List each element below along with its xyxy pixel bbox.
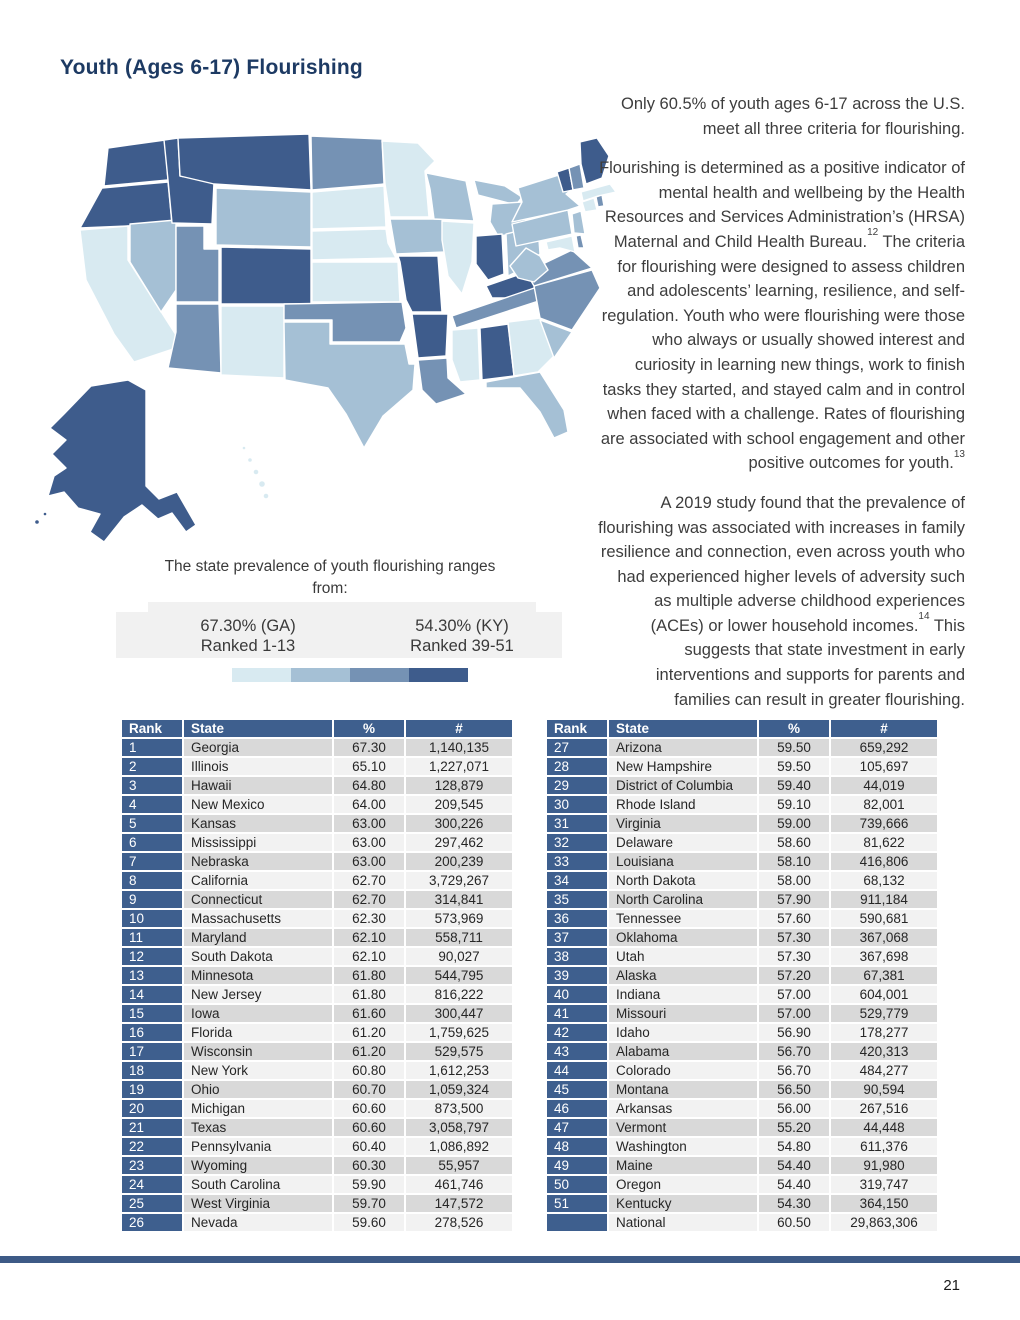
cell-pct: 54.30: [759, 1195, 829, 1212]
table-row: [122, 986, 512, 1003]
cell-state: Utah: [609, 948, 757, 965]
legend-max-rank: Ranked 1-13: [200, 636, 296, 655]
cell-state: Arizona: [609, 739, 757, 756]
table-row: [547, 758, 937, 775]
cell-pct: 57.30: [759, 948, 829, 965]
cell-pct: 60.30: [334, 1157, 404, 1174]
cell-pct: 61.20: [334, 1043, 404, 1060]
table-row: [122, 929, 512, 946]
cell-num: 816,222: [406, 986, 512, 1003]
cell-state: West Virginia: [184, 1195, 332, 1212]
cell-num: 55,957: [406, 1157, 512, 1174]
table-header-row: [547, 720, 937, 737]
table-row: [122, 834, 512, 851]
cell-state: North Carolina: [609, 891, 757, 908]
cell-rank: 17: [122, 1043, 182, 1060]
cell-pct: 59.60: [334, 1214, 404, 1231]
table-row: [547, 1176, 937, 1193]
cell-num: 82,001: [831, 796, 937, 813]
cell-state: California: [184, 872, 332, 889]
table-row: [547, 910, 937, 927]
cell-num: 297,462: [406, 834, 512, 851]
cell-state: Louisiana: [609, 853, 757, 870]
cell-state: Hawaii: [184, 777, 332, 794]
cell-state: Indiana: [609, 986, 757, 1003]
legend-swatch-tier2: [291, 668, 350, 682]
cell-num: 558,711: [406, 929, 512, 946]
cell-rank: 15: [122, 1005, 182, 1022]
cell-pct: 59.10: [759, 796, 829, 813]
table-row: [547, 1138, 937, 1155]
cell-state: Missouri: [609, 1005, 757, 1022]
cell-num: 1,759,625: [406, 1024, 512, 1041]
cell-pct: 55.20: [759, 1119, 829, 1136]
cell-num: 44,448: [831, 1119, 937, 1136]
table-row: [547, 1005, 937, 1022]
cell-state: Pennsylvania: [184, 1138, 332, 1155]
cell-pct: 57.90: [759, 891, 829, 908]
header-rank: Rank: [547, 720, 607, 737]
cell-rank: 49: [547, 1157, 607, 1174]
cell-pct: 60.60: [334, 1119, 404, 1136]
table-row: [122, 796, 512, 813]
cell-rank: 24: [122, 1176, 182, 1193]
cell-state: Oregon: [609, 1176, 757, 1193]
cell-state: Nevada: [184, 1214, 332, 1231]
cell-rank: 39: [547, 967, 607, 984]
table-row: [122, 1062, 512, 1079]
cell-num: 44,019: [831, 777, 937, 794]
table-row: [122, 815, 512, 832]
legend-min-stat: [382, 617, 542, 656]
cell-pct: 57.60: [759, 910, 829, 927]
cell-pct: 60.60: [334, 1100, 404, 1117]
table-row: [547, 1062, 937, 1079]
cell-num: 128,879: [406, 777, 512, 794]
legend-swatch-tier4: [409, 668, 468, 682]
header-rank: Rank: [122, 720, 182, 737]
cell-pct: 61.80: [334, 967, 404, 984]
map-legend-heading: [120, 556, 540, 600]
cell-pct: 61.20: [334, 1024, 404, 1041]
cell-state: Iowa: [184, 1005, 332, 1022]
cell-rank: 31: [547, 815, 607, 832]
cell-num: 911,184: [831, 891, 937, 908]
cell-rank: 23: [122, 1157, 182, 1174]
cell-rank: 50: [547, 1176, 607, 1193]
cell-state: Colorado: [609, 1062, 757, 1079]
table-row: [122, 910, 512, 927]
cell-rank: 10: [122, 910, 182, 927]
cell-rank: 21: [122, 1119, 182, 1136]
cell-rank: [547, 1214, 607, 1231]
legend-min-value: 54.30% (KY): [415, 617, 509, 635]
cell-pct: 63.00: [334, 834, 404, 851]
cell-pct: 60.80: [334, 1062, 404, 1079]
cell-num: 3,058,797: [406, 1119, 512, 1136]
cell-state: Florida: [184, 1024, 332, 1041]
cell-pct: 62.70: [334, 891, 404, 908]
table-row: [122, 1138, 512, 1155]
cell-rank: 36: [547, 910, 607, 927]
cell-rank: 48: [547, 1138, 607, 1155]
cell-pct: 57.30: [759, 929, 829, 946]
table-row: [547, 1043, 937, 1060]
cell-rank: 32: [547, 834, 607, 851]
table-row: [122, 891, 512, 908]
table-row: [122, 1043, 512, 1060]
legend-swatch-tier1: [232, 668, 291, 682]
header-percent: %: [334, 720, 404, 737]
table-row: [547, 1100, 937, 1117]
table-row: [547, 815, 937, 832]
cell-num: 29,863,306: [831, 1214, 937, 1231]
footer-divider-bar: [0, 1256, 1020, 1263]
cell-state: New Mexico: [184, 796, 332, 813]
cell-rank: 34: [547, 872, 607, 889]
cell-rank: 18: [122, 1062, 182, 1079]
cell-state: Washington: [609, 1138, 757, 1155]
cell-pct: 56.70: [759, 1043, 829, 1060]
cell-state: Texas: [184, 1119, 332, 1136]
table-row: [122, 739, 512, 756]
cell-num: 91,980: [831, 1157, 937, 1174]
page-number: 21: [943, 1277, 960, 1294]
cell-state: District of Columbia: [609, 777, 757, 794]
table-row: [122, 1081, 512, 1098]
cell-rank: 9: [122, 891, 182, 908]
cell-rank: 35: [547, 891, 607, 908]
cell-rank: 7: [122, 853, 182, 870]
cell-state: Tennessee: [609, 910, 757, 927]
cell-state: National: [609, 1214, 757, 1231]
table-row: [122, 1176, 512, 1193]
cell-state: Minnesota: [184, 967, 332, 984]
ranking-table-right: [545, 718, 939, 1233]
legend-max-value: 67.30% (GA): [200, 617, 296, 635]
cell-rank: 47: [547, 1119, 607, 1136]
page-title: Youth (Ages 6-17) Flourishing: [60, 56, 363, 79]
cell-num: 1,140,135: [406, 739, 512, 756]
table-row: [122, 872, 512, 889]
cell-state: North Dakota: [609, 872, 757, 889]
cell-rank: 12: [122, 948, 182, 965]
table-row: [547, 1195, 937, 1212]
cell-num: 461,746: [406, 1176, 512, 1193]
table-row: [547, 986, 937, 1003]
cell-rank: 28: [547, 758, 607, 775]
table-row: [547, 853, 937, 870]
cell-state: South Dakota: [184, 948, 332, 965]
cell-num: 3,729,267: [406, 872, 512, 889]
cell-state: South Carolina: [184, 1176, 332, 1193]
cell-state: Nebraska: [184, 853, 332, 870]
cell-state: Georgia: [184, 739, 332, 756]
intro-text-column: [597, 92, 965, 727]
header-percent: %: [759, 720, 829, 737]
table-row: [547, 1119, 937, 1136]
cell-rank: 4: [122, 796, 182, 813]
cell-pct: 60.40: [334, 1138, 404, 1155]
cell-rank: 33: [547, 853, 607, 870]
cell-num: 659,292: [831, 739, 937, 756]
table-row: [547, 796, 937, 813]
cell-num: 604,001: [831, 986, 937, 1003]
cell-num: 873,500: [406, 1100, 512, 1117]
table-row: [547, 777, 937, 794]
cell-num: 367,698: [831, 948, 937, 965]
cell-pct: 61.60: [334, 1005, 404, 1022]
map-states: [35, 134, 617, 542]
table-row: [547, 891, 937, 908]
cell-pct: 63.00: [334, 815, 404, 832]
cell-num: 364,150: [831, 1195, 937, 1212]
table-row: [122, 1024, 512, 1041]
cell-rank: 20: [122, 1100, 182, 1117]
cell-num: 1,612,253: [406, 1062, 512, 1079]
map-legend-heading-line2: from:: [312, 580, 348, 597]
cell-num: 209,545: [406, 796, 512, 813]
cell-state: Vermont: [609, 1119, 757, 1136]
cell-rank: 40: [547, 986, 607, 1003]
cell-state: Oklahoma: [609, 929, 757, 946]
table-row: [547, 1024, 937, 1041]
cell-num: 1,059,324: [406, 1081, 512, 1098]
table-row: [547, 872, 937, 889]
cell-pct: 61.80: [334, 986, 404, 1003]
cell-num: 590,681: [831, 910, 937, 927]
cell-state: Michigan: [184, 1100, 332, 1117]
cell-rank: 2: [122, 758, 182, 775]
cell-pct: 62.30: [334, 910, 404, 927]
legend-color-scale: [232, 668, 468, 682]
table-row: [122, 1005, 512, 1022]
cell-rank: 37: [547, 929, 607, 946]
table-row: [547, 967, 937, 984]
cell-num: 67,381: [831, 967, 937, 984]
cell-state: Illinois: [184, 758, 332, 775]
cell-pct: 62.10: [334, 929, 404, 946]
cell-state: Maryland: [184, 929, 332, 946]
cell-state: Kansas: [184, 815, 332, 832]
header-count: #: [831, 720, 937, 737]
cell-num: 314,841: [406, 891, 512, 908]
cell-num: 90,027: [406, 948, 512, 965]
us-choropleth-map: [28, 116, 620, 552]
table-row: [122, 1157, 512, 1174]
cell-state: Virginia: [609, 815, 757, 832]
cell-state: Mississippi: [184, 834, 332, 851]
cell-num: 68,132: [831, 872, 937, 889]
cell-pct: 58.00: [759, 872, 829, 889]
cell-pct: 65.10: [334, 758, 404, 775]
cell-num: 178,277: [831, 1024, 937, 1041]
cell-pct: 54.40: [759, 1157, 829, 1174]
cell-num: 367,068: [831, 929, 937, 946]
cell-num: 529,779: [831, 1005, 937, 1022]
intro-paragraph-3: A 2019 study found that the prevalence of flourishing was associated with increases in family resilience and connection, even across youth who had experienced higher levels of adversity such as multiple adverse childhood experiences (ACEs) or lower household incomes.$^{14}$ This suggests that state investment in early interventions and supports for parents and families can result in greater flourishing.: [598, 493, 965, 709]
cell-state: Rhode Island: [609, 796, 757, 813]
cell-state: Maine: [609, 1157, 757, 1174]
cell-rank: 46: [547, 1100, 607, 1117]
cell-rank: 51: [547, 1195, 607, 1212]
intro-paragraph-1: Only 60.5% of youth ages 6-17 across the U.S. meet all three criteria for flourishing.: [621, 95, 965, 138]
cell-state: Alaska: [609, 967, 757, 984]
cell-num: 200,239: [406, 853, 512, 870]
cell-num: 611,376: [831, 1138, 937, 1155]
cell-pct: 54.40: [759, 1176, 829, 1193]
cell-pct: 60.50: [759, 1214, 829, 1231]
cell-rank: 1: [122, 739, 182, 756]
cell-pct: 58.60: [759, 834, 829, 851]
cell-rank: 38: [547, 948, 607, 965]
table-row: [122, 1214, 512, 1231]
cell-num: 529,575: [406, 1043, 512, 1060]
legend-swatch-tier3: [350, 668, 409, 682]
cell-pct: 59.40: [759, 777, 829, 794]
table-row: [122, 853, 512, 870]
cell-pct: 67.30: [334, 739, 404, 756]
cell-pct: 60.70: [334, 1081, 404, 1098]
cell-rank: 30: [547, 796, 607, 813]
cell-rank: 22: [122, 1138, 182, 1155]
cell-state: Alabama: [609, 1043, 757, 1060]
header-count: #: [406, 720, 512, 737]
table-row: [122, 1100, 512, 1117]
cell-pct: 63.00: [334, 853, 404, 870]
cell-rank: 43: [547, 1043, 607, 1060]
table-row: [547, 834, 937, 851]
cell-pct: 56.70: [759, 1062, 829, 1079]
cell-num: 484,277: [831, 1062, 937, 1079]
cell-pct: 57.00: [759, 986, 829, 1003]
cell-rank: 41: [547, 1005, 607, 1022]
cell-rank: 5: [122, 815, 182, 832]
footnote-ref: 13: [953, 448, 965, 460]
cell-pct: 62.10: [334, 948, 404, 965]
table-row: [547, 1157, 937, 1174]
cell-rank: 16: [122, 1024, 182, 1041]
cell-pct: 59.00: [759, 815, 829, 832]
cell-rank: 44: [547, 1062, 607, 1079]
cell-num: 81,622: [831, 834, 937, 851]
cell-num: 573,969: [406, 910, 512, 927]
cell-pct: 64.00: [334, 796, 404, 813]
table-row: [547, 948, 937, 965]
cell-rank: 19: [122, 1081, 182, 1098]
table-row: [122, 1195, 512, 1212]
cell-pct: 57.20: [759, 967, 829, 984]
cell-pct: 56.90: [759, 1024, 829, 1041]
ranking-table-left: [120, 718, 514, 1233]
cell-num: 416,806: [831, 853, 937, 870]
cell-pct: 58.10: [759, 853, 829, 870]
cell-rank: 8: [122, 872, 182, 889]
cell-state: New Jersey: [184, 986, 332, 1003]
table-row: [122, 777, 512, 794]
table-row: [122, 967, 512, 984]
cell-rank: 11: [122, 929, 182, 946]
header-state: State: [609, 720, 757, 737]
cell-num: 300,447: [406, 1005, 512, 1022]
cell-num: 147,572: [406, 1195, 512, 1212]
legend-min-rank: Ranked 39-51: [410, 636, 514, 655]
cell-state: Idaho: [609, 1024, 757, 1041]
cell-state: Wisconsin: [184, 1043, 332, 1060]
cell-state: Massachusetts: [184, 910, 332, 927]
cell-rank: 26: [122, 1214, 182, 1231]
cell-num: 300,226: [406, 815, 512, 832]
cell-num: 90,594: [831, 1081, 937, 1098]
cell-state: Montana: [609, 1081, 757, 1098]
map-legend-heading-line1: The state prevalence of youth flourishing ranges: [164, 558, 496, 575]
cell-state: Delaware: [609, 834, 757, 851]
table-row: [547, 929, 937, 946]
cell-state: New York: [184, 1062, 332, 1079]
cell-rank: 25: [122, 1195, 182, 1212]
footnote-ref: 14: [918, 611, 930, 623]
cell-pct: 56.00: [759, 1100, 829, 1117]
cell-pct: 59.70: [334, 1195, 404, 1212]
cell-pct: 54.80: [759, 1138, 829, 1155]
table-row: [122, 1119, 512, 1136]
table-row: [547, 739, 937, 756]
cell-rank: 13: [122, 967, 182, 984]
table-row: [547, 1081, 937, 1098]
table-row: [547, 1214, 937, 1231]
table-header-row: [122, 720, 512, 737]
cell-num: 1,086,892: [406, 1138, 512, 1155]
cell-pct: 59.90: [334, 1176, 404, 1193]
cell-num: 319,747: [831, 1176, 937, 1193]
cell-rank: 14: [122, 986, 182, 1003]
cell-state: New Hampshire: [609, 758, 757, 775]
us-map-svg: [28, 116, 620, 552]
cell-rank: 42: [547, 1024, 607, 1041]
cell-pct: 59.50: [759, 739, 829, 756]
cell-rank: 3: [122, 777, 182, 794]
cell-rank: 6: [122, 834, 182, 851]
cell-pct: 57.00: [759, 1005, 829, 1022]
cell-rank: 27: [547, 739, 607, 756]
intro-paragraph-2: Flourishing is determined as a positive indicator of mental health and wellbeing by the Health Resources and Services Administration’s (HRSA) Maternal and Child Health Bureau.$^{12}$ The criteria for flourishing were designed to assess children and adolescents’ learning, resilience, and self-regulation. Youth who were flourishing were those who always or usually showed interest and curiosity in learning new things, work to finish tasks they started, and stayed calm and in control when faced with a challenge. Rates of flourishing are associated with school engagement and other positive outcomes for youth.$^{13}$: [599, 159, 965, 473]
footnote-ref: 12: [867, 227, 879, 239]
legend-max-stat: [168, 617, 328, 656]
cell-state: Wyoming: [184, 1157, 332, 1174]
cell-pct: 59.50: [759, 758, 829, 775]
cell-num: 105,697: [831, 758, 937, 775]
cell-state: Kentucky: [609, 1195, 757, 1212]
cell-num: 267,516: [831, 1100, 937, 1117]
table-row: [122, 758, 512, 775]
cell-num: 278,526: [406, 1214, 512, 1231]
cell-num: 739,666: [831, 815, 937, 832]
cell-rank: 45: [547, 1081, 607, 1098]
cell-pct: 56.50: [759, 1081, 829, 1098]
cell-pct: 62.70: [334, 872, 404, 889]
cell-num: 1,227,071: [406, 758, 512, 775]
cell-pct: 64.80: [334, 777, 404, 794]
cell-state: Connecticut: [184, 891, 332, 908]
cell-rank: 29: [547, 777, 607, 794]
cell-state: Arkansas: [609, 1100, 757, 1117]
cell-state: Ohio: [184, 1081, 332, 1098]
cell-num: 420,313: [831, 1043, 937, 1060]
table-row: [122, 948, 512, 965]
cell-num: 544,795: [406, 967, 512, 984]
header-state: State: [184, 720, 332, 737]
